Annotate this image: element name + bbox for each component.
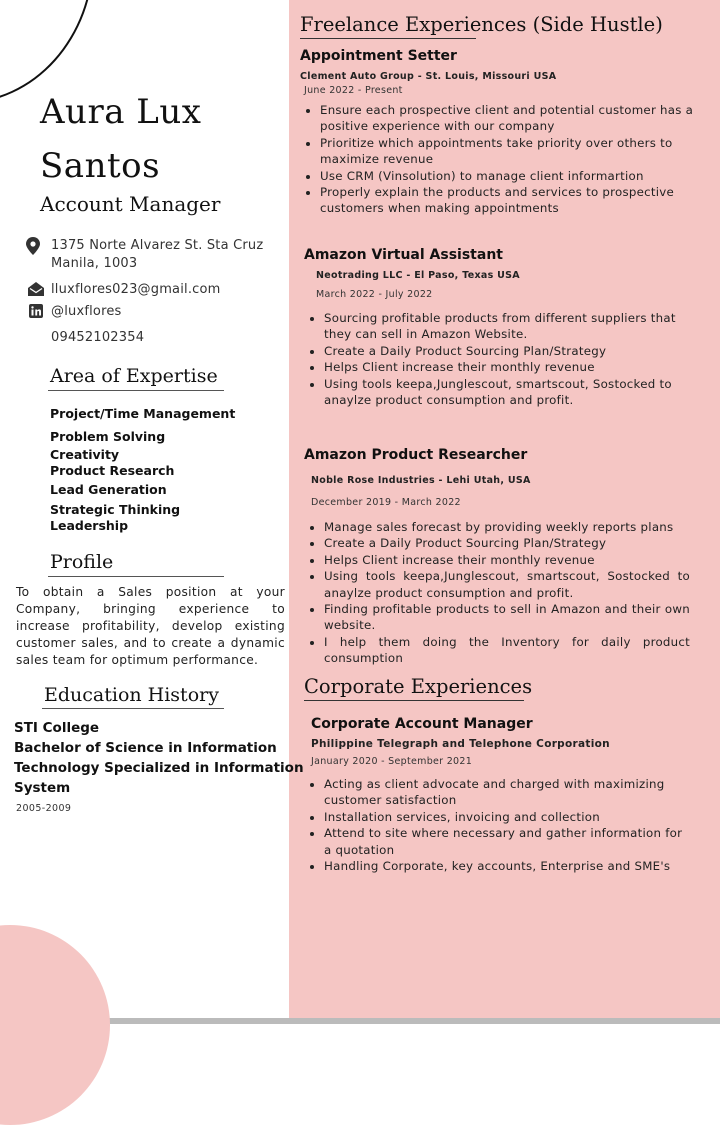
phone-number: 09452102354	[51, 330, 145, 345]
expertise-item: Product Research	[50, 463, 175, 478]
email-link[interactable]: lluxflores023@gmail.com	[51, 282, 221, 297]
address-line-1: 1375 Norte Alvarez St. Sta Cruz	[51, 238, 264, 253]
job-bullet: • Using tools keepa,Junglescout, smartscout, Sostocked to anaylze product consumption and profit.	[324, 568, 690, 601]
job-bullet: • Manage sales forecast by providing weekly reports plans	[324, 519, 690, 535]
expertise-item: Creativity	[50, 447, 120, 462]
expertise-item: Leadership	[50, 518, 129, 533]
job-role-title: Account Manager	[40, 192, 221, 216]
job-company: Philippine Telegraph and Telephone Corporation	[311, 738, 610, 750]
freelance-heading-underline	[300, 38, 476, 39]
job-company: Clement Auto Group - St. Louis, Missouri USA	[300, 71, 557, 82]
education-degree-line: Technology Specialized in Information	[14, 760, 304, 776]
job-bullet: • Ensure each prospective client and potential customer has a positive experience with our company	[320, 102, 700, 135]
education-years: 2005-2009	[16, 803, 72, 814]
job-bullet: • I help them doing the Inventory for daily product consumption	[324, 634, 690, 667]
job-bullet: • Properly explain the products and services to prospective customers when making appointments	[320, 184, 700, 217]
job-bullet: • Sourcing profitable products from different suppliers that they can sell in Amazon Website.	[324, 310, 704, 343]
job-title: Amazon Product Researcher	[304, 447, 528, 463]
job-bullet: • Create a Daily Product Sourcing Plan/Strategy	[324, 343, 704, 359]
linkedin-handle[interactable]: @luxflores	[51, 304, 122, 319]
expertise-heading: Area of Expertise	[50, 365, 218, 387]
job-title: Amazon Virtual Assistant	[304, 247, 503, 263]
job-title: Appointment Setter	[300, 48, 457, 64]
expertise-item: Strategic Thinking	[50, 502, 181, 517]
corporate-section-heading: Corporate Experiences	[304, 675, 533, 698]
linkedin-icon	[29, 304, 43, 318]
profile-divider	[48, 576, 224, 577]
job-bullet: • Finding profitable products to sell in Amazon and their own website.	[324, 601, 690, 634]
job-bullets	[307, 519, 690, 667]
job-dates: March 2022 - July 2022	[316, 289, 433, 300]
job-bullets	[303, 102, 700, 217]
job-bullets	[307, 310, 704, 408]
job-bullet: • Using tools keepa,Junglescout, smartscout, Sostocked to anaylze product consumption and profit.	[324, 376, 704, 409]
job-bullet: • Attend to site where necessary and gather information for a quotation	[324, 825, 690, 858]
job-bullet: • Installation services, invoicing and collection	[324, 809, 690, 825]
job-title: Corporate Account Manager	[311, 716, 533, 732]
job-dates: January 2020 - September 2021	[311, 756, 473, 767]
job-bullet: • Use CRM (Vinsolution) to manage client informartion	[320, 168, 700, 184]
education-degree-line: System	[14, 780, 71, 796]
job-dates: December 2019 - March 2022	[311, 497, 461, 508]
address-line-2: Manila, 1003	[51, 256, 138, 271]
education-divider	[42, 708, 224, 709]
education-degree-line: Bachelor of Science in Information	[14, 740, 277, 756]
location-pin-icon	[26, 237, 40, 255]
profile-heading: Profile	[50, 551, 114, 573]
expertise-item: Problem Solving	[50, 429, 166, 444]
job-bullet: • Create a Daily Product Sourcing Plan/Strategy	[324, 535, 690, 551]
job-bullet: • Helps Client increase their monthly revenue	[324, 359, 704, 375]
job-bullet: • Handling Corporate, key accounts, Enterprise and SME's	[324, 858, 690, 874]
education-heading: Education History	[44, 684, 219, 706]
corporate-heading-underline	[304, 700, 524, 701]
job-dates: June 2022 - Present	[304, 85, 403, 96]
expertise-item: Project/Time Management	[50, 406, 236, 421]
job-company: Noble Rose Industries - Lehi Utah, USA	[311, 475, 531, 486]
envelope-icon	[28, 282, 44, 296]
job-bullet: • Helps Client increase their monthly revenue	[324, 552, 690, 568]
name-first: Aura Lux	[40, 92, 202, 132]
profile-summary: To obtain a Sales position at your Company, bringing experience to increase profitability, develop existing customer sales, and to create a dynamic sales team for optimum performance.	[16, 585, 285, 667]
job-bullet: • Acting as client advocate and charged with maximizing customer satisfaction	[324, 776, 690, 809]
job-bullet: • Prioritize which appointments take priority over others to maximize revenue	[320, 135, 700, 168]
name-last: Santos	[40, 146, 161, 186]
education-school: STI College	[14, 720, 100, 736]
expertise-item: Lead Generation	[50, 482, 167, 497]
job-bullets	[307, 776, 690, 874]
freelance-section-heading: Freelance Experiences (Side Hustle)	[300, 13, 663, 36]
expertise-divider	[48, 390, 224, 391]
decorative-circle-outline	[0, 0, 94, 104]
job-company: Neotrading LLC - El Paso, Texas USA	[316, 270, 520, 281]
decorative-circle-pink	[0, 925, 110, 1125]
